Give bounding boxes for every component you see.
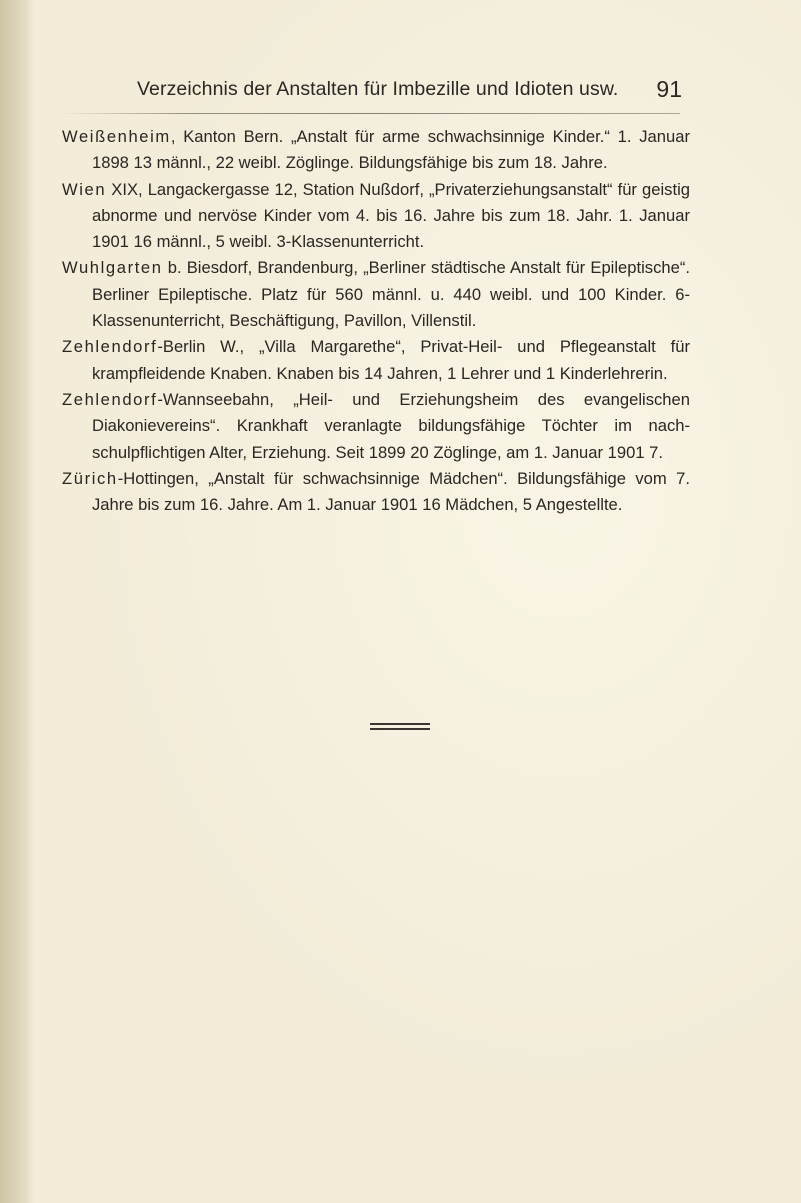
entry-zehlendorf-wannseebahn (62, 387, 690, 466)
entry-place: Zehlendorf (62, 337, 158, 357)
end-rule-bottom (370, 728, 430, 730)
entry-text: b. Biesdorf, Brandenburg, „Berliner städtische Anstalt für Epileptische“. Berliner Epileptische. Platz für 560 männl. u. 440 weibl. und 100 Kinder. 6-Klassenunterricht, Beschäftigung, Pavillon, Villenstil. (92, 258, 690, 331)
entry-place: Wien (62, 179, 107, 199)
entry-place: Zürich (62, 468, 118, 488)
header-rule (60, 113, 680, 114)
directory-entries (62, 124, 690, 518)
entry-wuhlgarten (62, 255, 690, 334)
page-edge-shadow (0, 0, 34, 1203)
page-header (137, 78, 682, 108)
entry-text: -Berlin W., „Villa Margarethe“, Privat-Heil- und Pflegeanstalt für krampfleidende Knaben. Knaben bis 14 Jahren, 1 Lehrer und 1 Kinderlehrerin. (92, 337, 690, 383)
entry-text: , Kanton Bern. „Anstalt für arme schwachsinnige Kinder.“ 1. Januar 1898 13 männl., 22 weibl. Zöglinge. Bildungsfähige bis zum 18. Jahre. (92, 127, 690, 173)
entry-place: Weißenheim (62, 127, 171, 146)
entry-place: Zehlendorf (62, 389, 158, 409)
entry-zehlendorf-berlin (62, 334, 690, 387)
page-number: 91 (656, 76, 682, 102)
running-title: Verzeichnis der Anstalten für Imbezille und Idioten usw. (137, 78, 619, 100)
end-rule-top (370, 723, 430, 725)
entry-text: XIX, Langackergasse 12, Station Nußdorf, „Privaterziehungsanstalt“ für geistig abnorme und nervöse Kinder vom 4. bis 16. Jahre bis zum 18. Jahr. 1. Januar 1901 16 männl., 5 weibl. 3-Klassenunterricht. (92, 179, 690, 252)
entry-text: -Wannseebahn, „Heil- und Erziehungsheim des evangelischen Diakonievereins“. Krankhaft veranlagte bildungsfähige Töchter im nach-schulpflichtigen Alter, Erziehung. Seit 1899 20 Zöglinge, am 1. Januar 1901 7. (92, 389, 690, 462)
entry-zuerich-hottingen (62, 466, 690, 519)
entry-text: -Hottingen, „Anstalt für schwachsinnige Mädchen“. Bildungsfähige vom 7. Jahre bis zum 16. Jahre. Am 1. Januar 1901 16 Mädchen, 5 Angestellte. (92, 468, 690, 515)
entry-wien (62, 177, 690, 256)
entry-weissenheim (62, 124, 690, 177)
entry-place: Wuhlgarten (62, 258, 163, 278)
